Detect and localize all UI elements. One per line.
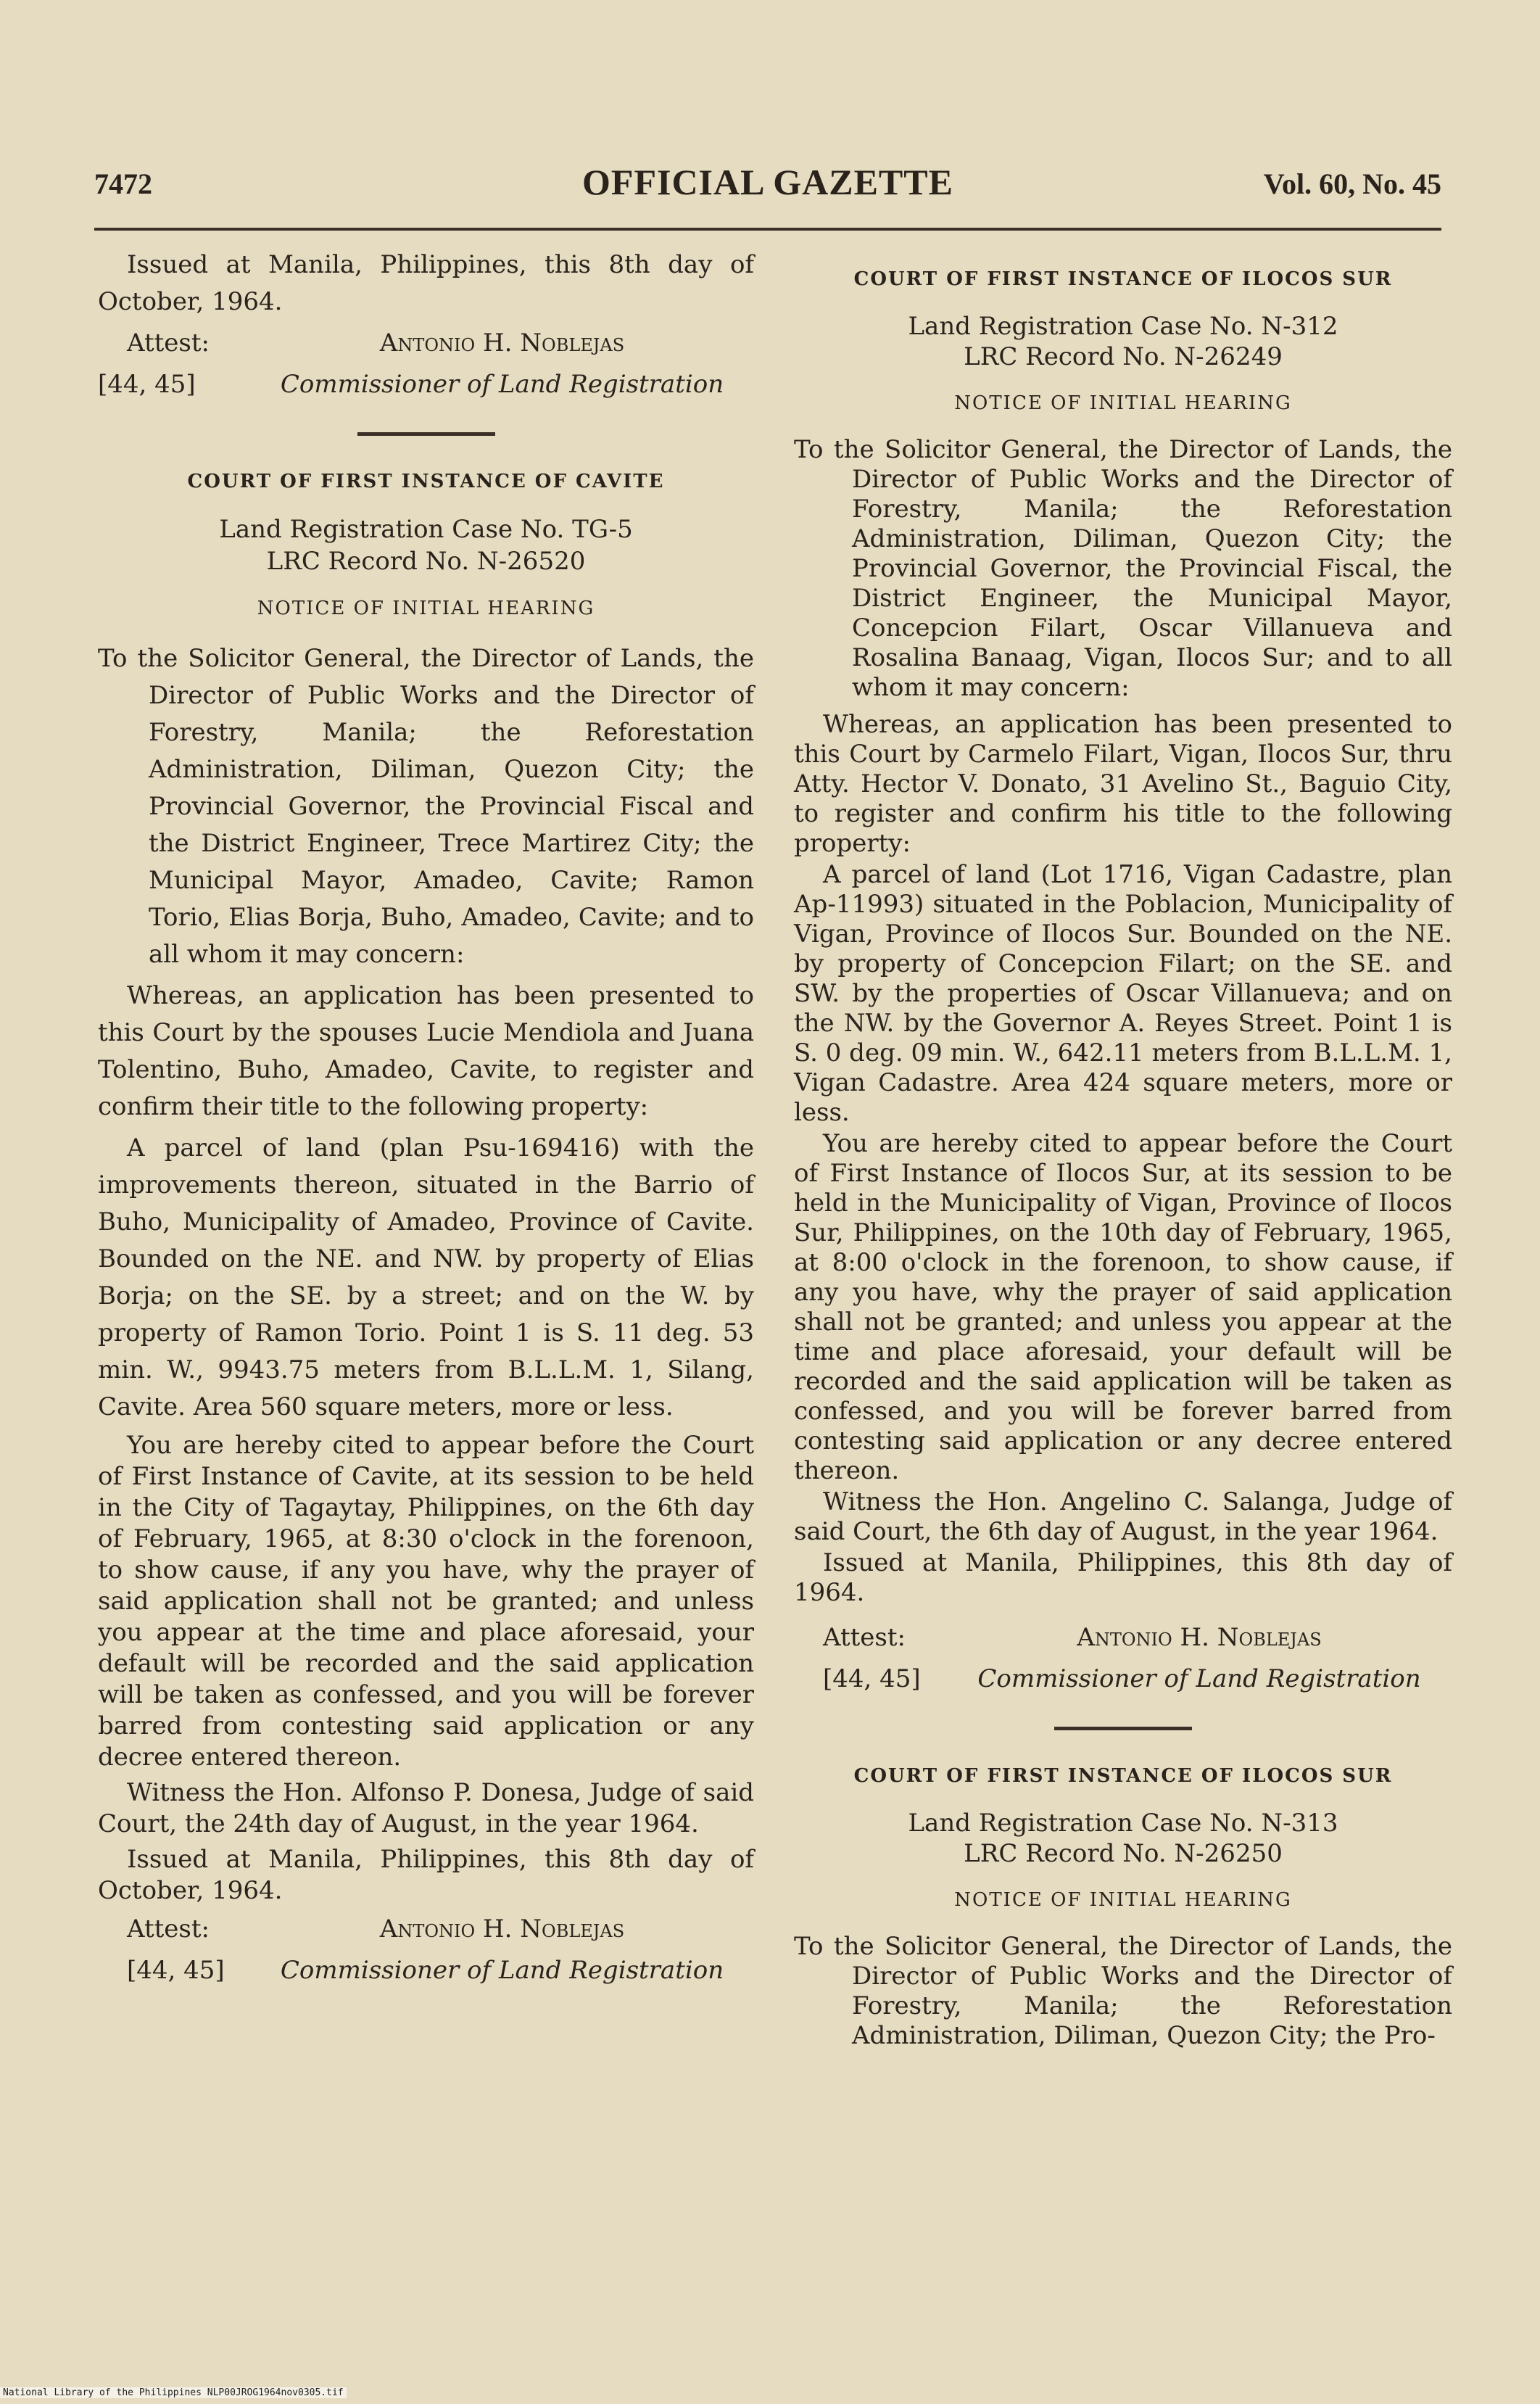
separator-rule [1054, 1727, 1192, 1730]
parcel-paragraph: A parcel of land (Lot 1716, Vigan Cadastre, plan Ap-11993) situated in the Poblacion, Municipality of Vigan, Province of Ilocos Sur. Bounded on the NE. by property of Concepcion Filart; on the SE. and SW. by the properties of Oscar Villanueva; and on the NW. by the Governor A. Reyes Street. Point 1 is S. 0 deg. 09 min. W., 642.11 meters from B.L.L.M. 1, Vigan Cadastre. Area 424 square meters, more or less. [794, 860, 1452, 1127]
record-number: LRC Record No. N-26520 [266, 547, 586, 576]
court-heading: COURT OF FIRST INSTANCE OF CAVITE [187, 471, 665, 492]
page-number: 7472 [94, 168, 152, 200]
cited-paragraph: You are hereby cited to appear before the Court of First Instance of Cavite, at its session to be held in the City of Tagaytay, Philippines, on the 6th day of February, 1965, at 8:30 o'clock in the forenoon, to show cause, if any you have, why the prayer of said application shall not be granted; and unless you appear at the time and place aforesaid, your default will be recorded and the said application will be taken as confessed, and you will be forever barred from contesting said application or any decree entered thereon. [98, 1431, 754, 1772]
right-column [794, 247, 1452, 2058]
attest-block [98, 325, 754, 362]
court-heading: COURT OF FIRST INSTANCE OF ILOCOS SUR [853, 268, 1393, 290]
notice-heading: NOTICE OF INITIAL HEARING [257, 598, 595, 619]
attest-name: Antonio H. Noblejas [379, 329, 625, 358]
attest-block-line2 [794, 1661, 1452, 1698]
record-number: LRC Record No. N-26250 [964, 1839, 1283, 1868]
attest-title: Commissioner of Land Registration [280, 1956, 724, 1985]
addressees: To the Solicitor General, the Director of Lands, the Director of Public Works and the Director of Forestry, Manila; the Reforestation Administration, Diliman, Quezon City; the Provincial Governor, the Provincial Fiscal, the District Engineer, the Municipal Mayor, Concepcion Filart, Oscar Villanueva and Rosalina Banaag, Vigan, Ilocos Sur; and to all whom it may concern: [794, 435, 1452, 702]
case-number: Land Registration Case No. N-313 [908, 1809, 1338, 1838]
notice-heading: NOTICE OF INITIAL HEARING [954, 1889, 1292, 1911]
separator-rule [357, 432, 495, 436]
case-number: Land Registration Case No. TG-5 [219, 515, 633, 544]
witness-paragraph: Witness the Hon. Alfonso P. Donesa, Judge of said Court, the 24th day of August, in the year 1964. [98, 1778, 754, 1838]
scan-caption: National Library of the Philippines NLP00JROG1964nov0305.tif [0, 2387, 347, 2398]
left-column [98, 247, 754, 1989]
notice-heading: NOTICE OF INITIAL HEARING [954, 392, 1292, 414]
attest-label: Attest: [127, 329, 210, 358]
volume-number: Vol. 60, No. 45 [1263, 168, 1441, 200]
attest-ref: [44, 45] [98, 370, 196, 399]
page-header [94, 162, 1441, 219]
attest-title: Commissioner of Land Registration [977, 1664, 1421, 1693]
attest-label: Attest: [823, 1623, 906, 1652]
court-heading: COURT OF FIRST INSTANCE OF ILOCOS SUR [853, 1765, 1393, 1787]
whereas-paragraph: Whereas, an application has been presented to this Court by the spouses Lucie Mendiola and Juana Tolentino, Buho, Amadeo, Cavite, to register and confirm their title to the following property: [98, 981, 754, 1121]
addressees: To the Solicitor General, the Director of Lands, the Director of Public Works and the Director of Forestry, Manila; the Reforestation Administration, Diliman, Quezon City; the Provincial Governor, the Provincial Fiscal and the District Engineer, Trece Martirez City; the Municipal Mayor, Amadeo, Cavite; Ramon Torio, Elias Borja, Buho, Amadeo, Cavite; and to all whom it may concern: [98, 644, 754, 969]
addressees: To the Solicitor General, the Director of Lands, the Director of Public Works and the Director of Forestry, Manila; the Reforestation Administration, Diliman, Quezon City; the Pro- [794, 1932, 1452, 2050]
attest-ref: [44, 45] [823, 1664, 921, 1693]
attest-label: Attest: [127, 1914, 210, 1944]
witness-paragraph: Witness the Hon. Angelino C. Salanga, Judge of said Court, the 6th day of August, in the year 1964. [794, 1487, 1452, 1546]
attest-name: Antonio H. Noblejas [1077, 1623, 1322, 1652]
header-rule [94, 228, 1441, 231]
attest-name: Antonio H. Noblejas [379, 1914, 625, 1944]
issued-line: Issued at Manila, Philippines, this 8th day of October, 1964. [98, 250, 754, 316]
attest-block-line2 [98, 366, 754, 403]
cited-paragraph: You are hereby cited to appear before the Court of First Instance of Ilocos Sur, at its session to be held in the Municipality of Vigan, Province of Ilocos Sur, Philippines, on the 10th day of February, 1965, at 8:00 o'clock in the forenoon, to show cause, if any you have, why the prayer of said application shall not be granted; and unless you appear at the time and place aforesaid, your default will be recorded and the said application will be taken as confessed, and you will be forever barred from contesting said application or any decree entered thereon. [794, 1129, 1452, 1485]
case-number: Land Registration Case No. N-312 [908, 312, 1338, 341]
issued-line: Issued at Manila, Philippines, this 8th day of 1964. [794, 1548, 1452, 1607]
attest-block [794, 1619, 1452, 1656]
attest-ref: [44, 45] [127, 1956, 225, 1985]
issued-line: Issued at Manila, Philippines, this 8th day of October, 1964. [98, 1845, 754, 1905]
record-number: LRC Record No. N-26249 [964, 342, 1283, 371]
attest-block [98, 1911, 754, 1948]
gazette-title: OFFICIAL GAZETTE [582, 162, 953, 202]
attest-block-line2 [98, 1952, 754, 1989]
parcel-paragraph: A parcel of land (plan Psu-169416) with the improvements thereon, situated in the Barrio of Buho, Municipality of Amadeo, Province of Cavite. Bounded on the NE. and NW. by property of Elias Borja; on the SE. by a street; and on the W. by property of Ramon Torio. Point 1 is S. 11 deg. 53 min. W., 9943.75 meters from B.L.L.M. 1, Silang, Cavite. Area 560 square meters, more or less. [98, 1133, 754, 1421]
whereas-paragraph: Whereas, an application has been presented to this Court by Carmelo Filart, Vigan, Ilocos Sur, thru Atty. Hector V. Donato, 31 Avelino St., Baguio City, to register and confirm his title to the following property: [794, 710, 1452, 858]
attest-title: Commissioner of Land Registration [280, 370, 724, 399]
